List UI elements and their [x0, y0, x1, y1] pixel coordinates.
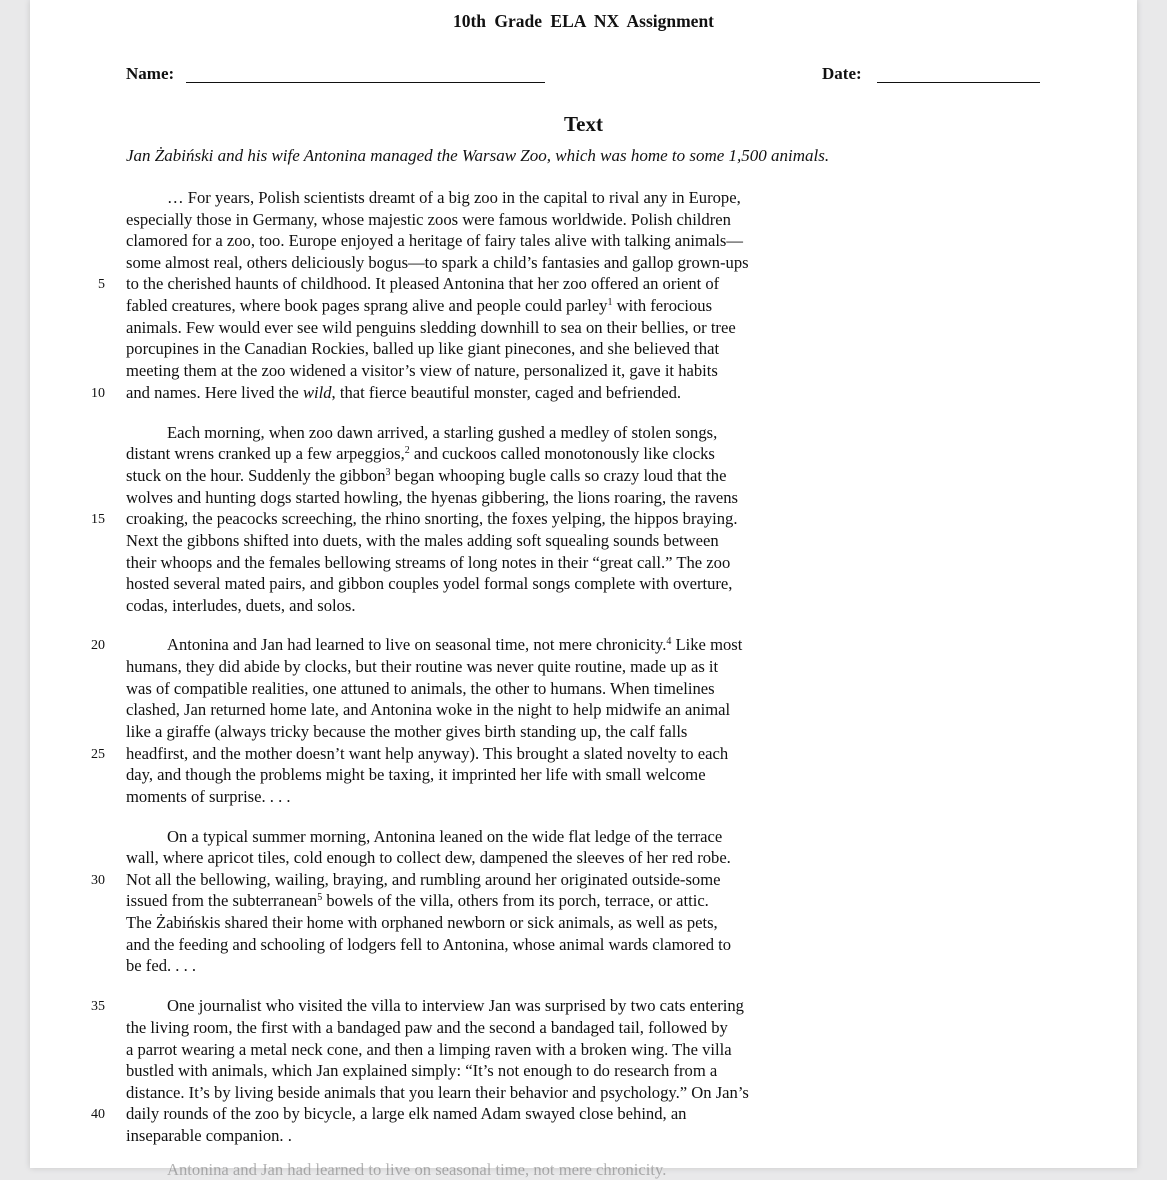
- intro-sentence: Jan Żabiński and his wife Antonina managed the Warsaw Zoo, which was home to some 1,500 animals.: [126, 146, 830, 165]
- text-fragment: bowels of the villa, others from its porch, terrace, or attic.: [322, 891, 709, 910]
- text-line: [126, 893, 709, 910]
- text-line: bustled with animals, which Jan explained simply: “It’s not enough to do research from a: [126, 1061, 718, 1080]
- text-line: [167, 637, 742, 654]
- text-fragment: issued from the subterranean: [126, 891, 318, 910]
- name-field-line[interactable]: [186, 82, 545, 83]
- text-line: clamored for a zoo, too. Europe enjoyed a heritage of fairy tales alive with talking animals—: [126, 231, 743, 250]
- text-line: inseparable companion. .: [126, 1126, 292, 1145]
- text-line: … For years, Polish scientists dreamt of a big zoo in the capital to rival any in Europe,: [167, 188, 741, 207]
- footnote-mark: 5: [317, 892, 323, 903]
- text-line: wolves and hunting dogs started howling, the hyenas gibbering, the lions roaring, the ravens: [126, 488, 739, 507]
- text-line: and the feeding and schooling of lodgers fell to Antonina, whose animal wards clamored to: [126, 935, 732, 954]
- text-line: Not all the bellowing, wailing, braying, and rumbling around her originated outside-some: [126, 870, 721, 889]
- text-fragment: fabled creatures, where book pages sprang alive and people could parley: [126, 296, 608, 315]
- text-fragment: distant wrens cranked up a few arpeggios,: [126, 444, 405, 463]
- text-line: distance. It’s by living beside animals that you learn their behavior and psychology.” On Jan’s: [126, 1083, 749, 1102]
- assignment-title: 10th Grade ELA NX Assignment: [452, 11, 715, 31]
- text-fragment: and names. Here lived the: [126, 383, 303, 402]
- text-line: hosted several mated pairs, and gibbon couples yodel formal songs complete with overture,: [126, 574, 733, 593]
- line-number: 25: [91, 747, 105, 762]
- section-title: Text: [564, 112, 603, 136]
- text-line: porcupines in the Canadian Rockies, balled up like giant pinecones, and she believed that: [126, 339, 720, 358]
- line-number: 35: [91, 999, 105, 1014]
- partial-text-line: Antonina and Jan had learned to live on seasonal time, not mere chronicity.: [167, 1160, 667, 1179]
- line-number: 30: [91, 873, 105, 888]
- text-line: codas, interludes, duets, and solos.: [126, 596, 356, 615]
- text-line: be fed. . . .: [126, 956, 197, 975]
- line-number: 40: [91, 1107, 105, 1122]
- text-line: some almost real, others deliciously bogus—to spark a child’s fantasies and gallop grown-ups: [126, 253, 749, 272]
- text-line: [126, 446, 715, 463]
- footnote-mark: 1: [607, 297, 613, 308]
- text-line: the living room, the first with a bandaged paw and the second a bandaged tail, followed by: [126, 1018, 728, 1037]
- text-line: a parrot wearing a metal neck cone, and then a limping raven with a broken wing. The villa: [126, 1040, 732, 1059]
- text-line: like a giraffe (always tricky because the mother gives birth standing up, the calf falls: [126, 722, 688, 741]
- text-line: Next the gibbons shifted into duets, with the males adding soft squealing sounds between: [126, 531, 719, 550]
- footnote-mark: 2: [404, 445, 410, 456]
- text-line: was of compatible realities, one attuned to animals, the other to humans. When timelines: [126, 679, 715, 698]
- text-line: animals. Few would ever see wild penguins sledding downhill to sea on their bellies, or tree: [126, 318, 736, 337]
- footnote-mark: 4: [666, 636, 672, 647]
- footnote-mark: 3: [385, 467, 391, 478]
- document-page: [30, 0, 1137, 1179]
- date-label: Date:: [822, 64, 862, 83]
- text-line: meeting them at the zoo widened a visitor’s view of nature, personalized it, gave it habits: [126, 361, 718, 380]
- text-line: their whoops and the females bellowing streams of long notes in their “great call.” The zoo: [126, 553, 731, 572]
- text-fragment: began whooping bugle calls so crazy loud that the: [390, 466, 727, 485]
- text-fragment: stuck on the hour. Suddenly the gibbon: [126, 466, 386, 485]
- text-line: to the cherished haunts of childhood. It pleased Antonina that her zoo offered an orient of: [126, 274, 720, 293]
- text-line: moments of surprise. . . .: [126, 787, 291, 806]
- italic-word: wild: [302, 383, 332, 402]
- text-fragment: Antonina and Jan had learned to live on seasonal time, not mere chronicity.: [167, 635, 667, 654]
- text-line: croaking, the peacocks screeching, the rhino snorting, the foxes yelping, the hippos braying.: [126, 509, 738, 528]
- line-number: 15: [91, 512, 105, 527]
- name-label: Name:: [126, 64, 175, 83]
- text-line: [126, 385, 681, 402]
- line-number: 10: [91, 386, 105, 401]
- line-number: 5: [98, 277, 105, 292]
- text-line: daily rounds of the zoo by bicycle, a large elk named Adam swayed close behind, an: [126, 1104, 687, 1123]
- text-line: Each morning, when zoo dawn arrived, a starling gushed a medley of stolen songs,: [167, 423, 718, 442]
- text-line: wall, where apricot tiles, cold enough to collect dew, dampened the sleeves of her red robe.: [126, 848, 731, 867]
- text-line: especially those in Germany, whose majestic zoos were famous worldwide. Polish children: [126, 210, 731, 229]
- text-line: One journalist who visited the villa to interview Jan was surprised by two cats entering: [167, 996, 744, 1015]
- text-line: The Żabińskis shared their home with orphaned newborn or sick animals, as well as pets,: [126, 913, 718, 932]
- text-line: humans, they did abide by clocks, but their routine was never quite routine, made up as it: [126, 657, 719, 676]
- text-line: [126, 298, 712, 315]
- text-fragment: , that fierce beautiful monster, caged and befriended.: [331, 383, 682, 402]
- text-line: headfirst, and the mother doesn’t want help anyway). This brought a slated novelty to each: [126, 744, 729, 763]
- text-fragment: and cuckoos called monotonously like clocks: [409, 444, 715, 463]
- text-line: day, and though the problems might be taxing, it imprinted her life with small welcome: [126, 765, 706, 784]
- text-line: clashed, Jan returned home late, and Antonina woke in the night to help midwife an animal: [126, 700, 731, 719]
- date-field-line[interactable]: [877, 82, 1040, 83]
- text-fragment: Like most: [671, 635, 743, 654]
- text-line: On a typical summer morning, Antonina leaned on the wide flat ledge of the terrace: [167, 827, 723, 846]
- text-fragment: with ferocious: [612, 296, 713, 315]
- text-line: [126, 468, 726, 485]
- line-number: 20: [91, 638, 105, 653]
